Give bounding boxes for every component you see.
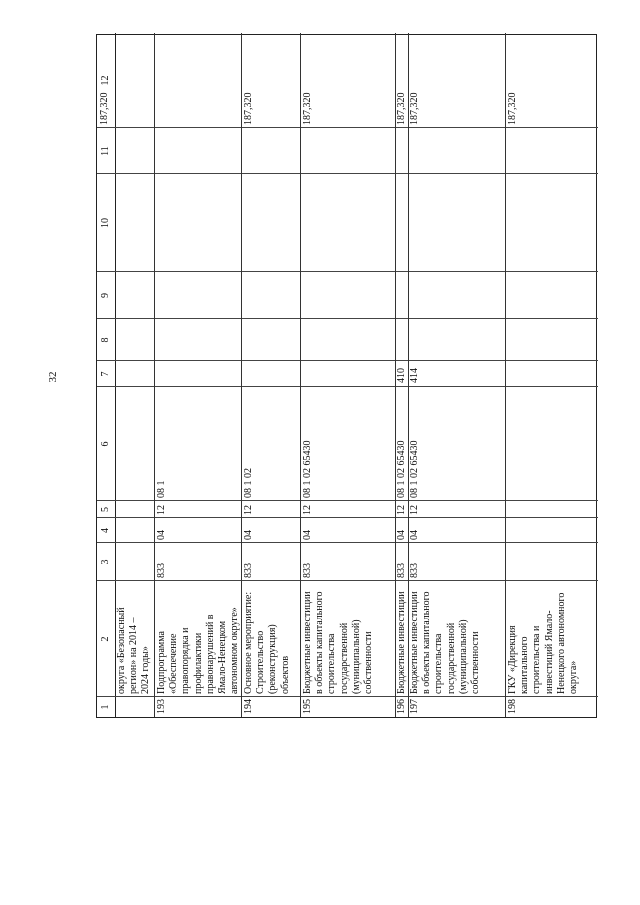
row-194-number: 194 <box>243 699 254 714</box>
row-193-col5: 12 <box>156 505 167 515</box>
row-194-name: Основное мероприятие: Строительство (реконструкция) объектов <box>243 591 291 694</box>
row-196-col6: 08 1 02 65430 <box>396 440 407 498</box>
row-196-col12: 187,320 <box>396 92 407 125</box>
header-col-4: 4 <box>100 528 111 533</box>
row-divider <box>154 33 155 717</box>
header-col-8: 8 <box>100 337 111 343</box>
row-197-col7: 414 <box>409 368 420 383</box>
col-divider <box>97 542 598 543</box>
header-col-7: 7 <box>100 371 111 377</box>
row-198-name: ГКУ «Дирекция капитального строительства и инвестиций Ямало- Ненецкого автономного округа» <box>507 592 580 694</box>
rotated-page-area <box>96 34 597 718</box>
col-divider <box>97 271 598 272</box>
col-divider <box>97 580 598 581</box>
row-195-name: Бюджетные инвестиции в объекты капитального строительства государственной (муниципальной) собственности <box>302 591 375 694</box>
page-number: 32 <box>47 371 59 383</box>
row-197-col12: 187,320 <box>409 92 420 125</box>
header-col-12: 12 <box>100 75 111 86</box>
header-col-3: 3 <box>100 559 111 565</box>
row-193-col12: 187,320 <box>99 92 110 125</box>
row-195-col3: 833 <box>302 563 313 578</box>
row-196-number: 196 <box>396 699 407 714</box>
row-196-col4: 04 <box>396 530 407 540</box>
row-196-col3: 833 <box>396 563 407 578</box>
col-divider <box>97 517 598 518</box>
row-197-col6: 08 1 02 65430 <box>409 440 420 498</box>
row-197-col4: 04 <box>409 530 420 540</box>
row-194-col3: 833 <box>243 563 254 578</box>
col-divider <box>97 696 598 697</box>
row-193-col3: 833 <box>156 563 167 578</box>
row-197-name: Бюджетные инвестиции в объекты капитального строительства государственной (муниципальной) собственности <box>409 591 482 694</box>
row-195-number: 195 <box>302 699 313 714</box>
row-195-col5: 12 <box>302 505 313 515</box>
header-col-9: 9 <box>100 293 111 298</box>
col-divider <box>97 360 598 361</box>
row-197-col3: 833 <box>409 563 420 578</box>
header-col-5: 5 <box>100 507 111 512</box>
row-194-col6: 08 1 02 <box>243 468 254 498</box>
header-col-11: 11 <box>100 146 111 156</box>
row-194-col4: 04 <box>243 530 254 540</box>
row-193-col4: 04 <box>156 530 167 540</box>
row-196-col5: 12 <box>396 505 407 515</box>
row-divider <box>300 33 301 717</box>
header-col-2: 2 <box>100 636 111 642</box>
row-195-col4: 04 <box>302 530 313 540</box>
row-193-col6: 08 1 <box>156 480 167 498</box>
col-divider <box>97 386 598 387</box>
col-divider <box>97 500 598 501</box>
row-197-number: 197 <box>409 699 420 714</box>
row-196-col7: 410 <box>396 368 407 383</box>
row-198-number: 198 <box>507 699 518 714</box>
row-194-col12: 187,320 <box>243 92 254 125</box>
col-divider <box>97 173 598 174</box>
row-divider <box>505 33 506 717</box>
row-195-col6: 08 1 02 65430 <box>302 440 313 498</box>
header-col-1: 1 <box>100 704 111 710</box>
col-divider <box>97 318 598 319</box>
row-193-number: 193 <box>156 699 167 714</box>
row-198-col12: 187,320 <box>507 92 518 125</box>
row-194-col5: 12 <box>243 505 254 515</box>
header-col-6: 6 <box>100 441 111 447</box>
row-197-col5: 12 <box>409 505 420 515</box>
row-0-name: округа «Безопасный регион» на 2014 – 2024 годы» <box>116 607 152 694</box>
col-divider <box>97 127 598 128</box>
row-195-col12: 187,320 <box>302 92 313 125</box>
row-196-name: Бюджетные инвестиции <box>396 591 407 694</box>
row-193-name: Подпрограмма «Обеспечение правопорядка и профилактики правонарушений в Ямало-Ненецком автономном округе» <box>156 607 241 694</box>
header-col-10: 10 <box>100 218 111 228</box>
budget-table <box>96 34 597 718</box>
